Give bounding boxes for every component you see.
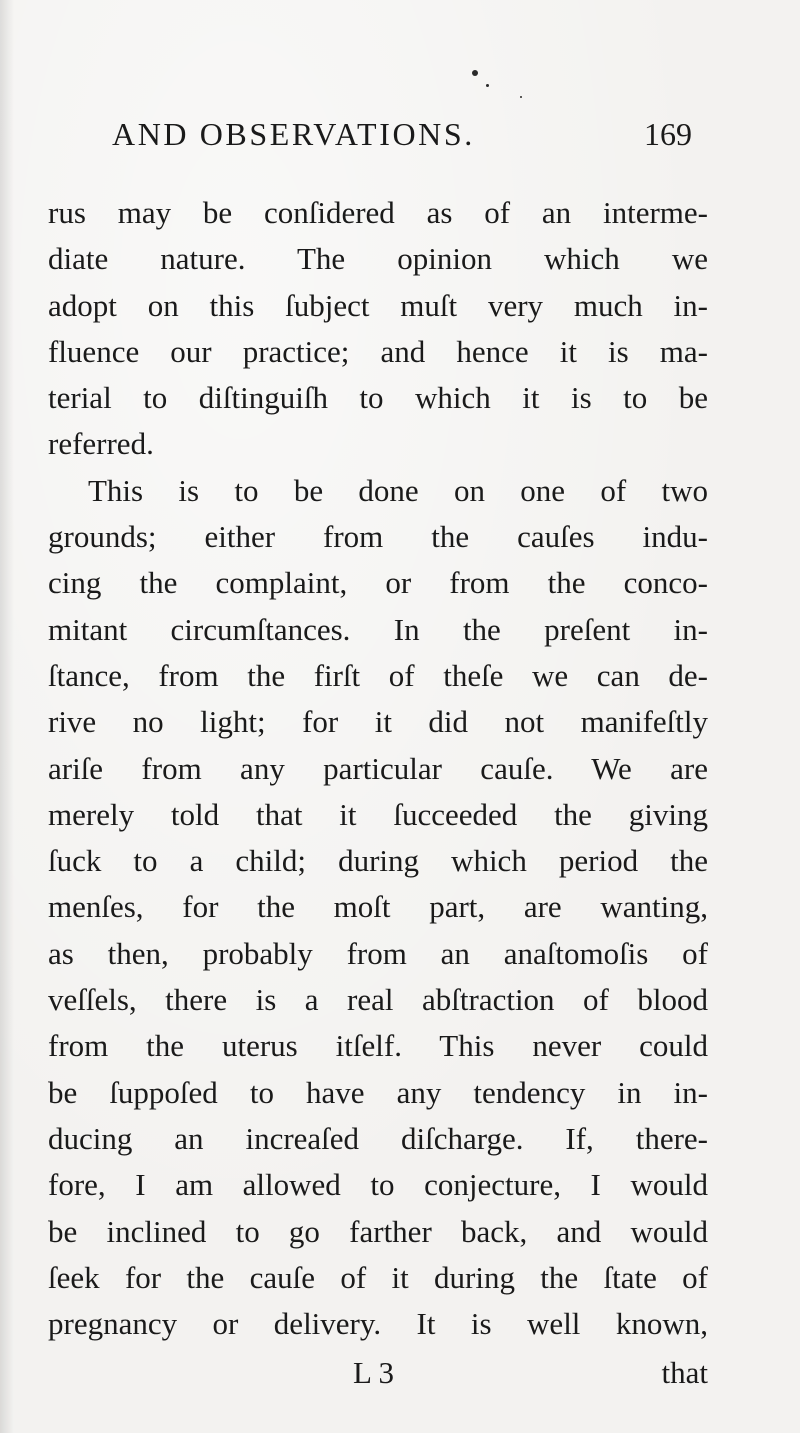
- text-line: pregnancy or delivery. It is well known,: [48, 1306, 708, 1342]
- text-line: adopt on this ſubject muſt very much in-: [48, 287, 708, 323]
- body-text: [48, 190, 708, 1347]
- catchword: that: [661, 1355, 708, 1390]
- page-header: [112, 112, 692, 156]
- text-line: merely told that it ſucceeded the giving: [48, 796, 708, 832]
- text-line: ducing an increaſed diſcharge. If, there-: [48, 1120, 708, 1156]
- page-footer: [48, 1350, 708, 1400]
- ink-speck: [486, 84, 489, 87]
- text-line: grounds; either from the cauſes indu-: [48, 519, 708, 555]
- ink-speck: [520, 96, 522, 98]
- text-line: terial to diſtinguiſh to which it is to be: [48, 380, 708, 416]
- text-line: menſes, for the moſt part, are wanting,: [48, 889, 708, 925]
- text-line: mitant circumſtances. In the preſent in-: [48, 611, 708, 647]
- signature-mark: L 3: [353, 1355, 395, 1390]
- text-line: be inclined to go farther back, and would: [48, 1213, 708, 1249]
- page-number: 169: [644, 116, 692, 152]
- text-line: ſeek for the cauſe of it during the ſtate of: [48, 1259, 708, 1295]
- text-line: ſuck to a child; during which period the: [48, 843, 708, 879]
- text-line: referred.: [48, 426, 154, 462]
- text-line: from the uterus itſelf. This never could: [48, 1028, 708, 1064]
- text-line: diate nature. The opinion which we: [48, 241, 708, 277]
- text-line: fluence our practice; and hence it is ma-: [48, 333, 708, 369]
- text-line: cing the complaint, or from the conco-: [48, 565, 708, 601]
- text-line: rive no light; for it did not manifeſtly: [48, 704, 708, 740]
- text-line: rus may be conſidered as of an interme-: [48, 195, 708, 230]
- page-edge-shadow: [0, 0, 14, 1433]
- text-line: ſtance, from the firſt of theſe we can de-: [48, 657, 708, 693]
- text-line: as then, probably from an anaſtomoſis of: [48, 935, 708, 971]
- running-head: AND OBSERVATIONS.: [112, 116, 475, 152]
- text-line: veſſels, there is a real abſtraction of blood: [48, 982, 708, 1018]
- text-line: This is to be done on one of two: [88, 472, 708, 508]
- ink-speck: [472, 70, 478, 76]
- text-line: ariſe from any particular cauſe. We are: [48, 750, 708, 786]
- text-line: fore, I am allowed to conjecture, I would: [48, 1167, 708, 1203]
- text-line: be ſuppoſed to have any tendency in in-: [48, 1074, 708, 1110]
